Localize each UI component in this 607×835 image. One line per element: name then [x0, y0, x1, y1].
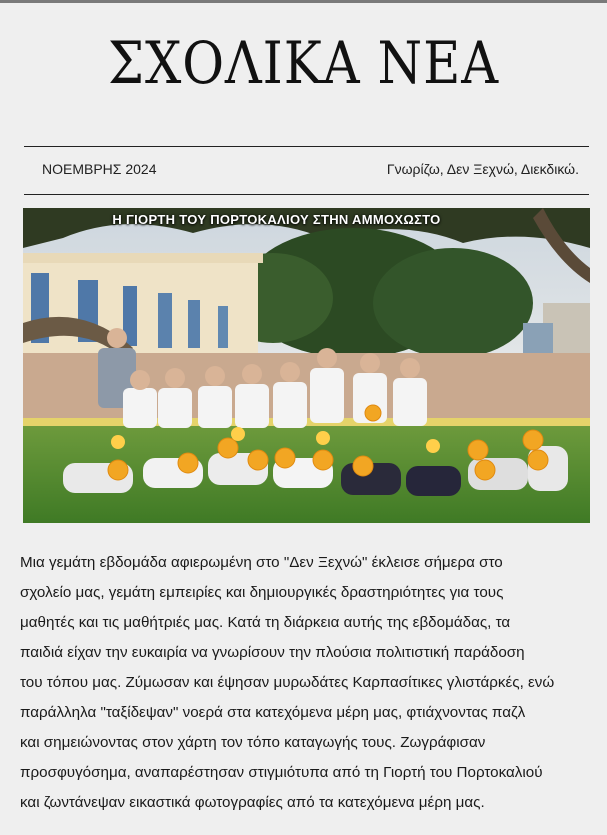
- article-line: μαθητές και τις μαθήτριές μας. Κατά τη διάρκεια αυτής της εβδομάδας, τα: [20, 614, 511, 631]
- top-border: [0, 0, 607, 3]
- article-line: προσφυγόσημα, αναπαρέστησαν στιγμιότυπα από τη Γιορτή του Πορτοκαλιού: [20, 764, 543, 781]
- article-line: Μια γεμάτη εβδομάδα αφιερωμένη στο "Δεν Ξεχνώ" έκλεισε σήμερα στο: [20, 554, 503, 571]
- school-motto: Γνωρίζω, Δεν Ξεχνώ, Διεκδικώ.: [386, 161, 579, 177]
- article-body: [20, 548, 592, 818]
- photo-caption: Η ΓΙΟΡΤΗ ΤΟΥ ΠΟΡΤΟΚΑΛΙΟΥ ΣΤΗΝ ΑΜΜΟΧΩΣΤΟ: [112, 212, 441, 227]
- header-divider-top: [24, 146, 589, 147]
- article-line: παράλληλα "ταξίδεψαν" νοερά στα κατεχόμενα μέρη μας, φτιάχνοντας παζλ: [20, 704, 526, 721]
- photo-illustration: [23, 208, 590, 523]
- article-line: παιδιά είχαν την ευκαιρία να γνωρίσουν την πλούσια πολιτιστική παράδοση: [20, 644, 525, 661]
- article-line: και ζωντάνεψαν εικαστικά φωτογραφίες από τα κατεχόμενα μέρη μας.: [20, 794, 485, 811]
- issue-date: ΝΟΕΜΒΡΗΣ 2024: [42, 161, 157, 177]
- newsletter-title: ΣΧΟΛΙΚΑ ΝΕΑ: [108, 29, 499, 97]
- event-photo: [23, 208, 590, 523]
- article-line: και σημειώνοντας στον χάρτη τον τόπο καταγωγής τους. Ζωγράφισαν: [20, 734, 486, 751]
- header-divider-bottom: [24, 194, 589, 195]
- article-line: του τόπου μας. Ζύμωσαν και έψησαν μυρωδάτες Καρπασίτικες γλιστάρκές, ενώ: [20, 674, 555, 691]
- article-line: σχολείο μας, γεμάτη εμπειρίες και δημιουργικές δραστηριότητες για τους: [20, 584, 504, 601]
